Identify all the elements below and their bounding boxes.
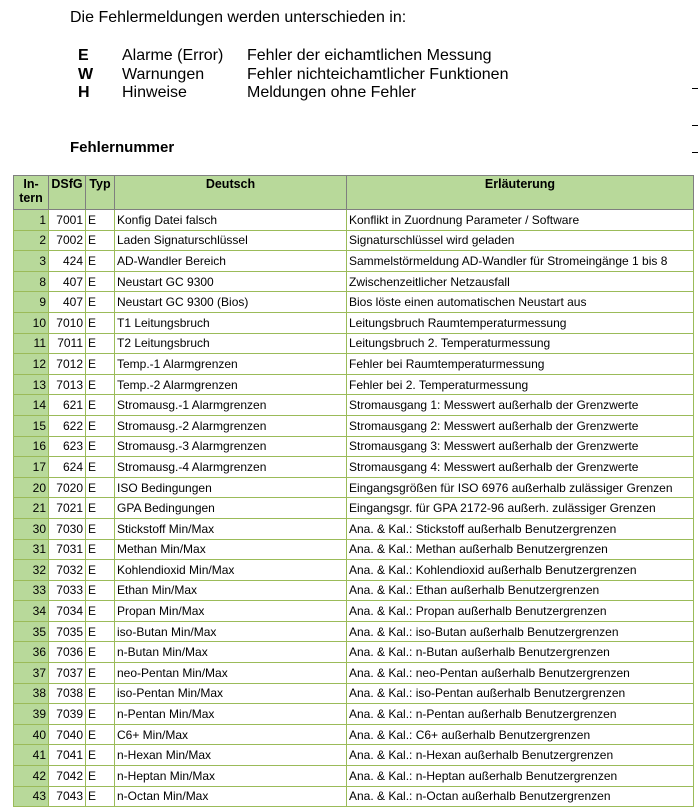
cell-erlaeuterung: Sammelstörmeldung AD-Wandler für Stromeingänge 1 bis 8	[347, 251, 694, 272]
cell-deutsch: Stromausg.-4 Alarmgrenzen	[115, 457, 347, 478]
column-header-erlaeuterung: Erläuterung	[347, 176, 694, 210]
table-row	[14, 704, 694, 725]
table-row	[14, 477, 694, 498]
table-row	[14, 766, 694, 787]
legend-row-error	[78, 47, 508, 66]
cell-deutsch: Stickstoff Min/Max	[115, 518, 347, 539]
cell-typ: E	[86, 312, 115, 333]
cell-erlaeuterung: Ana. & Kal.: Stickstoff außerhalb Benutzergrenzen	[347, 518, 694, 539]
cell-dsfg: 7040	[49, 724, 86, 745]
cell-dsfg: 7002	[49, 230, 86, 251]
cell-erlaeuterung: Ana. & Kal.: Kohlendioxid außerhalb Benutzergrenzen	[347, 560, 694, 581]
table-row	[14, 333, 694, 354]
cell-dsfg: 7001	[49, 210, 86, 231]
cell-intern: 43	[14, 786, 49, 807]
column-header-typ: Typ	[86, 176, 115, 210]
cell-dsfg: 7034	[49, 601, 86, 622]
cell-intern: 35	[14, 621, 49, 642]
table-row	[14, 230, 694, 251]
cell-deutsch: Neustart GC 9300 (Bios)	[115, 292, 347, 313]
cell-deutsch: Ethan Min/Max	[115, 580, 347, 601]
legend-code: H	[78, 84, 90, 101]
cell-deutsch: Stromausg.-2 Alarmgrenzen	[115, 415, 347, 436]
cell-erlaeuterung: Ana. & Kal.: Ethan außerhalb Benutzergrenzen	[347, 580, 694, 601]
table-row	[14, 374, 694, 395]
table-row	[14, 415, 694, 436]
cell-erlaeuterung: Ana. & Kal.: n-Heptan außerhalb Benutzergrenzen	[347, 766, 694, 787]
cell-deutsch: n-Pentan Min/Max	[115, 704, 347, 725]
table-row	[14, 251, 694, 272]
cell-typ: E	[86, 724, 115, 745]
legend-name: Alarme (Error)	[122, 47, 224, 64]
cell-deutsch: ISO Bedingungen	[115, 477, 347, 498]
legend-desc: Fehler der eichamtlichen Messung	[247, 47, 492, 64]
legend-name: Hinweise	[122, 84, 187, 101]
legend-row-hint	[78, 84, 508, 103]
table-row	[14, 642, 694, 663]
cell-deutsch: Neustart GC 9300	[115, 271, 347, 292]
table-row	[14, 354, 694, 375]
table-row	[14, 292, 694, 313]
table-row	[14, 580, 694, 601]
cell-typ: E	[86, 518, 115, 539]
cell-typ: E	[86, 395, 115, 416]
cell-deutsch: T2 Leitungsbruch	[115, 333, 347, 354]
cell-typ: E	[86, 436, 115, 457]
cell-intern: 37	[14, 663, 49, 684]
cell-typ: E	[86, 745, 115, 766]
cell-erlaeuterung: Stromausgang 4: Messwert außerhalb der Grenzwerte	[347, 457, 694, 478]
table-row	[14, 436, 694, 457]
cell-dsfg: 7035	[49, 621, 86, 642]
table-row	[14, 601, 694, 622]
table-row	[14, 745, 694, 766]
table-row	[14, 395, 694, 416]
cell-deutsch: Propan Min/Max	[115, 601, 347, 622]
cell-erlaeuterung: Ana. & Kal.: n-Butan außerhalb Benutzergrenzen	[347, 642, 694, 663]
cell-intern: 40	[14, 724, 49, 745]
table-row	[14, 457, 694, 478]
cell-typ: E	[86, 271, 115, 292]
cell-erlaeuterung: Ana. & Kal.: n-Pentan außerhalb Benutzergrenzen	[347, 704, 694, 725]
table-row	[14, 312, 694, 333]
cell-typ: E	[86, 601, 115, 622]
table-row	[14, 539, 694, 560]
cell-erlaeuterung: Ana. & Kal.: n-Hexan außerhalb Benutzergrenzen	[347, 745, 694, 766]
cell-erlaeuterung: Bios löste einen automatischen Neustart aus	[347, 292, 694, 313]
cell-dsfg: 7013	[49, 374, 86, 395]
legend-code: E	[78, 47, 89, 64]
cell-erlaeuterung: Ana. & Kal.: iso-Pentan außerhalb Benutzergrenzen	[347, 683, 694, 704]
cell-intern: 3	[14, 251, 49, 272]
cell-deutsch: Stromausg.-1 Alarmgrenzen	[115, 395, 347, 416]
cell-dsfg: 7021	[49, 498, 86, 519]
cell-intern: 21	[14, 498, 49, 519]
cell-dsfg: 7031	[49, 539, 86, 560]
cell-deutsch: Methan Min/Max	[115, 539, 347, 560]
cell-deutsch: n-Octan Min/Max	[115, 786, 347, 807]
cell-typ: E	[86, 374, 115, 395]
cell-intern: 41	[14, 745, 49, 766]
cell-dsfg: 7038	[49, 683, 86, 704]
table-row	[14, 271, 694, 292]
cell-dsfg: 407	[49, 292, 86, 313]
cell-intern: 8	[14, 271, 49, 292]
cell-dsfg: 7012	[49, 354, 86, 375]
cell-erlaeuterung: Ana. & Kal.: n-Octan außerhalb Benutzergrenzen	[347, 786, 694, 807]
cell-dsfg: 7041	[49, 745, 86, 766]
cell-erlaeuterung: Ana. & Kal.: iso-Butan außerhalb Benutzergrenzen	[347, 621, 694, 642]
cell-erlaeuterung: Konflikt in Zuordnung Parameter / Software	[347, 210, 694, 231]
cell-dsfg: 7036	[49, 642, 86, 663]
cell-intern: 36	[14, 642, 49, 663]
cell-erlaeuterung: Ana. & Kal.: C6+ außerhalb Benutzergrenzen	[347, 724, 694, 745]
cell-deutsch: Konfig Datei falsch	[115, 210, 347, 231]
cell-typ: E	[86, 457, 115, 478]
cell-typ: E	[86, 786, 115, 807]
cell-typ: E	[86, 477, 115, 498]
cell-deutsch: GPA Bedingungen	[115, 498, 347, 519]
cell-deutsch: Temp.-1 Alarmgrenzen	[115, 354, 347, 375]
cell-deutsch: n-Butan Min/Max	[115, 642, 347, 663]
table-row	[14, 683, 694, 704]
cell-typ: E	[86, 766, 115, 787]
cell-intern: 34	[14, 601, 49, 622]
cell-erlaeuterung: Eingangsgrößen für ISO 6976 außerhalb zulässiger Grenzen	[347, 477, 694, 498]
cell-deutsch: n-Hexan Min/Max	[115, 745, 347, 766]
cell-intern: 1	[14, 210, 49, 231]
intro-text: Die Fehlermeldungen werden unterschieden in:	[70, 9, 407, 26]
table-row	[14, 518, 694, 539]
cell-typ: E	[86, 333, 115, 354]
cell-intern: 2	[14, 230, 49, 251]
cell-typ: E	[86, 704, 115, 725]
cell-deutsch: Stromausg.-3 Alarmgrenzen	[115, 436, 347, 457]
cell-deutsch: Laden Signaturschlüssel	[115, 230, 347, 251]
table-row	[14, 210, 694, 231]
cell-erlaeuterung: Stromausgang 2: Messwert außerhalb der Grenzwerte	[347, 415, 694, 436]
cell-intern: 39	[14, 704, 49, 725]
cell-erlaeuterung: Ana. & Kal.: Propan außerhalb Benutzergrenzen	[347, 601, 694, 622]
cell-typ: E	[86, 642, 115, 663]
table-row	[14, 621, 694, 642]
cell-dsfg: 624	[49, 457, 86, 478]
cell-intern: 10	[14, 312, 49, 333]
section-title: Fehlernummer	[70, 139, 175, 156]
cell-erlaeuterung: Ana. & Kal.: neo-Pentan außerhalb Benutzergrenzen	[347, 663, 694, 684]
cell-erlaeuterung: Leitungsbruch 2. Temperaturmessung	[347, 333, 694, 354]
cell-deutsch: AD-Wandler Bereich	[115, 251, 347, 272]
legend-desc: Meldungen ohne Fehler	[247, 84, 417, 101]
legend-name: Warnungen	[122, 65, 205, 83]
cell-dsfg: 7010	[49, 312, 86, 333]
cell-intern: 17	[14, 457, 49, 478]
cell-intern: 20	[14, 477, 49, 498]
cell-typ: E	[86, 560, 115, 581]
cell-typ: E	[86, 539, 115, 560]
cell-dsfg: 7043	[49, 786, 86, 807]
cell-typ: E	[86, 498, 115, 519]
cell-intern: 15	[14, 415, 49, 436]
cell-intern: 42	[14, 766, 49, 787]
cell-typ: E	[86, 621, 115, 642]
cell-intern: 16	[14, 436, 49, 457]
cell-erlaeuterung: Ana. & Kal.: Methan außerhalb Benutzergrenzen	[347, 539, 694, 560]
legend-code: W	[78, 65, 94, 83]
cell-erlaeuterung: Fehler bei 2. Temperaturmessung	[347, 374, 694, 395]
column-header-intern: In- tern	[14, 176, 49, 210]
cell-dsfg: 7032	[49, 560, 86, 581]
table-row	[14, 786, 694, 807]
cell-dsfg: 621	[49, 395, 86, 416]
cell-intern: 13	[14, 374, 49, 395]
cell-typ: E	[86, 210, 115, 231]
cell-erlaeuterung: Leitungsbruch Raumtemperaturmessung	[347, 312, 694, 333]
cell-dsfg: 622	[49, 415, 86, 436]
cell-dsfg: 7011	[49, 333, 86, 354]
cell-typ: E	[86, 683, 115, 704]
cell-intern: 11	[14, 333, 49, 354]
cell-erlaeuterung: Eingangsgr. für GPA 2172-96 außerh. zulässiger Grenzen	[347, 498, 694, 519]
cell-deutsch: Temp.-2 Alarmgrenzen	[115, 374, 347, 395]
cell-dsfg: 7042	[49, 766, 86, 787]
cell-dsfg: 623	[49, 436, 86, 457]
table-row	[14, 560, 694, 581]
cell-typ: E	[86, 663, 115, 684]
cell-dsfg: 424	[49, 251, 86, 272]
cell-erlaeuterung: Stromausgang 3: Messwert außerhalb der Grenzwerte	[347, 436, 694, 457]
cell-deutsch: n-Heptan Min/Max	[115, 766, 347, 787]
cell-typ: E	[86, 292, 115, 313]
legend-row-warning	[78, 66, 508, 85]
error-table	[13, 175, 694, 807]
cell-deutsch: C6+ Min/Max	[115, 724, 347, 745]
column-header-deutsch: Deutsch	[115, 176, 347, 210]
cell-erlaeuterung: Fehler bei Raumtemperaturmessung	[347, 354, 694, 375]
cell-intern: 30	[14, 518, 49, 539]
table-header-row	[14, 176, 694, 210]
cell-intern: 33	[14, 580, 49, 601]
cell-deutsch: iso-Butan Min/Max	[115, 621, 347, 642]
cell-dsfg: 7039	[49, 704, 86, 725]
table-body	[14, 210, 694, 807]
cell-dsfg: 7020	[49, 477, 86, 498]
cell-dsfg: 407	[49, 271, 86, 292]
cell-typ: E	[86, 354, 115, 375]
cell-deutsch: T1 Leitungsbruch	[115, 312, 347, 333]
table-row	[14, 724, 694, 745]
cell-erlaeuterung: Signaturschlüssel wird geladen	[347, 230, 694, 251]
cell-typ: E	[86, 580, 115, 601]
cell-intern: 14	[14, 395, 49, 416]
table-row	[14, 663, 694, 684]
cell-intern: 31	[14, 539, 49, 560]
cell-typ: E	[86, 230, 115, 251]
severity-legend	[78, 47, 508, 103]
legend-desc: Fehler nichteichamtlicher Funktionen	[247, 65, 509, 83]
cell-deutsch: iso-Pentan Min/Max	[115, 683, 347, 704]
cell-typ: E	[86, 415, 115, 436]
cell-typ: E	[86, 251, 115, 272]
cell-erlaeuterung: Stromausgang 1: Messwert außerhalb der Grenzwerte	[347, 395, 694, 416]
cell-intern: 38	[14, 683, 49, 704]
cell-intern: 12	[14, 354, 49, 375]
column-header-dsfg: DSfG	[49, 176, 86, 210]
cell-dsfg: 7037	[49, 663, 86, 684]
cell-deutsch: Kohlendioxid Min/Max	[115, 560, 347, 581]
cell-dsfg: 7033	[49, 580, 86, 601]
table-row	[14, 498, 694, 519]
cell-deutsch: neo-Pentan Min/Max	[115, 663, 347, 684]
cell-dsfg: 7030	[49, 518, 86, 539]
cell-erlaeuterung: Zwischenzeitlicher Netzausfall	[347, 271, 694, 292]
cell-intern: 32	[14, 560, 49, 581]
cell-intern: 9	[14, 292, 49, 313]
